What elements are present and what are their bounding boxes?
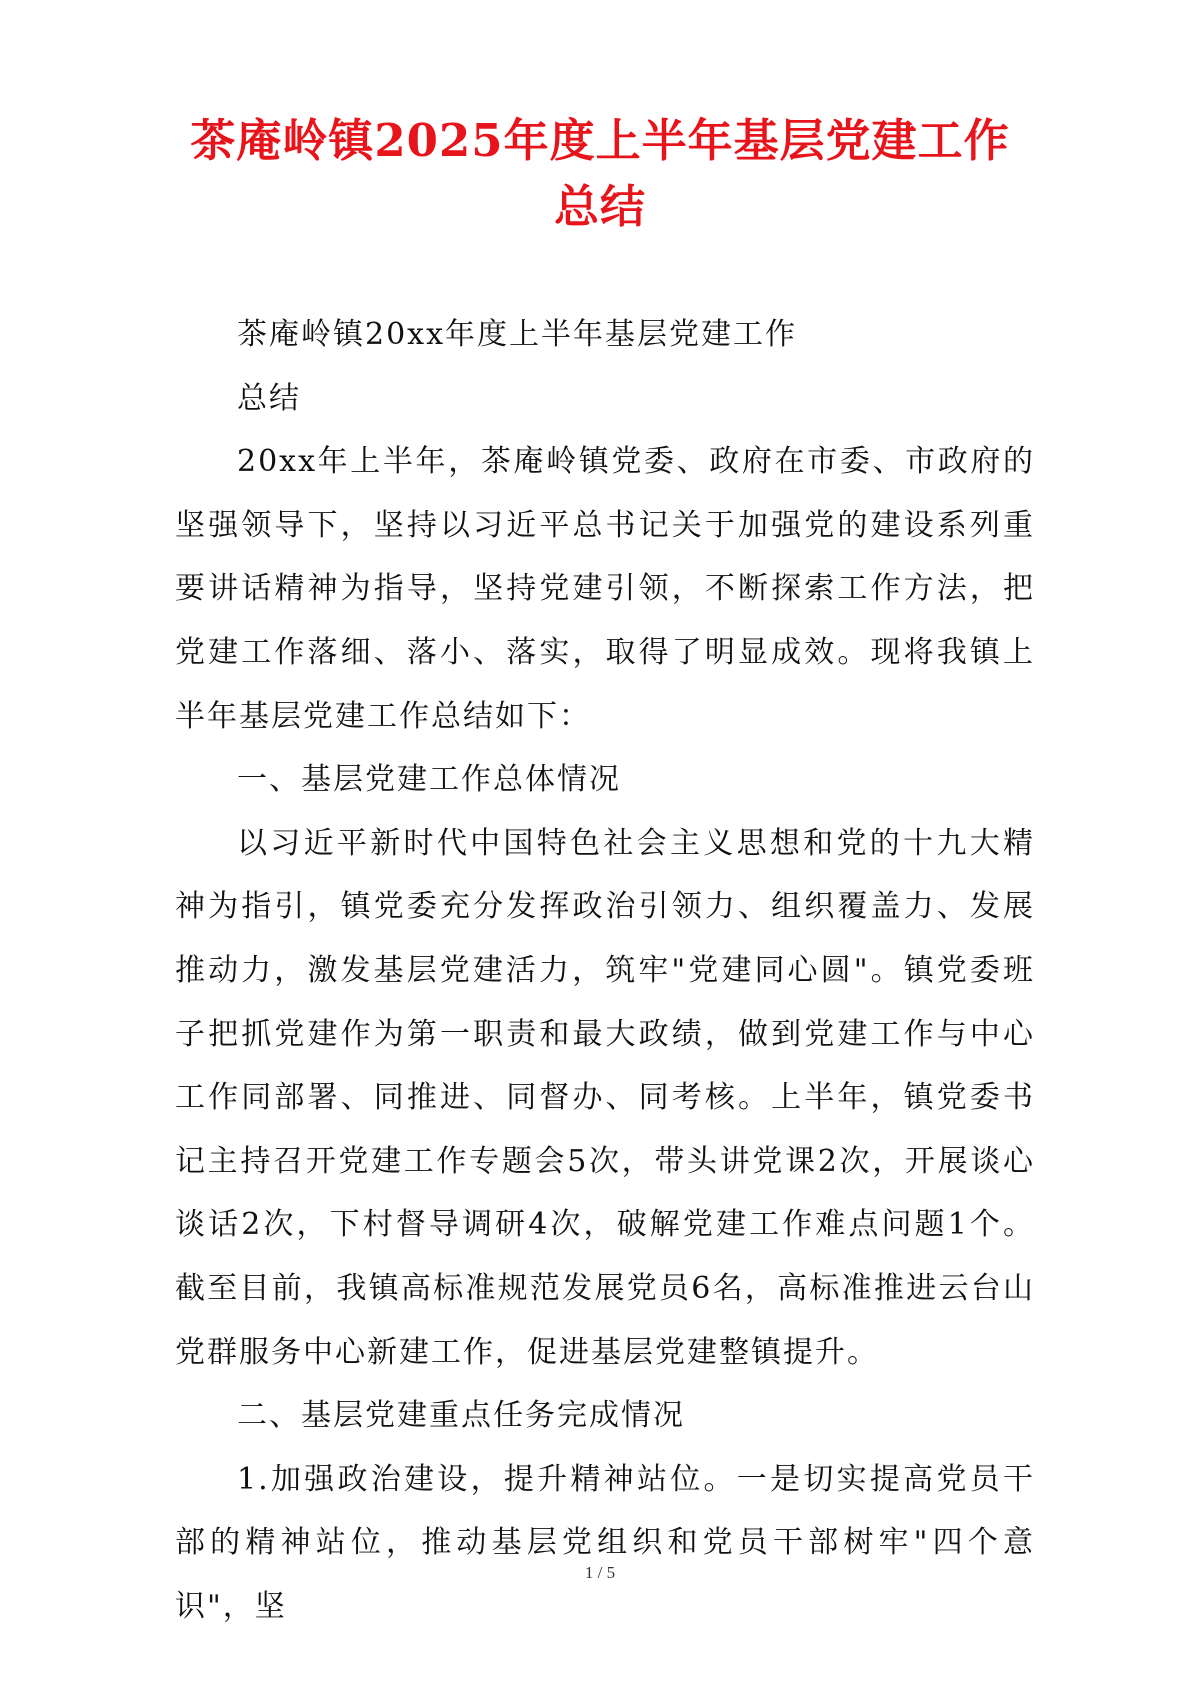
section-heading-2: 二、基层党建重点任务完成情况 [237, 1398, 685, 1434]
subtitle-line-1: 茶庵岭镇20xx年度上半年基层党建工作 [237, 317, 798, 352]
page-number: 1 / 5 [584, 1563, 616, 1582]
document-body [175, 303, 1035, 1638]
document-title: 茶庵岭镇2025年度上半年基层党建工作总结 [190, 114, 1010, 233]
section-2-paragraph: 1.加强政治建设，提升精神站位。一是切实提高党员干部的精神站位，推动基层党组织和党员干部树牢"四个意识"，坚 [175, 1461, 1035, 1624]
intro-paragraph: 20xx年上半年，茶庵岭镇党委、政府在市委、市政府的坚强领导下，坚持以习近平总书记关于加强党的建设系列重要讲话精神为指导，坚持党建引领，不断探索工作方法，把党建工作落细、落小、落实，取得了明显成效。现将我镇上半年基层党建工作总结如下： [175, 444, 1035, 734]
subtitle-line-2: 总结 [237, 380, 301, 416]
section-1-paragraph: 以习近平新时代中国特色社会主义思想和党的十九大精神为指引，镇党委充分发挥政治引领力、组织覆盖力、发展推动力，激发基层党建活力，筑牢"党建同心圆"。镇党委班子把抓党建作为第一职责和最大政绩，做到党建工作与中心工作同部署、同推进、同督办、同考核。上半年，镇党委书记主持召开党建工作专题会5次，带头讲党课2次，开展谈心谈话2次，下村督导调研4次，破解党建工作难点问题1个。截至目前，我镇高标准规范发展党员6名，高标准推进云台山党群服务中心新建工作，促进基层党建整镇提升。 [175, 825, 1035, 1370]
section-heading-1: 一、基层党建工作总体情况 [237, 762, 621, 798]
